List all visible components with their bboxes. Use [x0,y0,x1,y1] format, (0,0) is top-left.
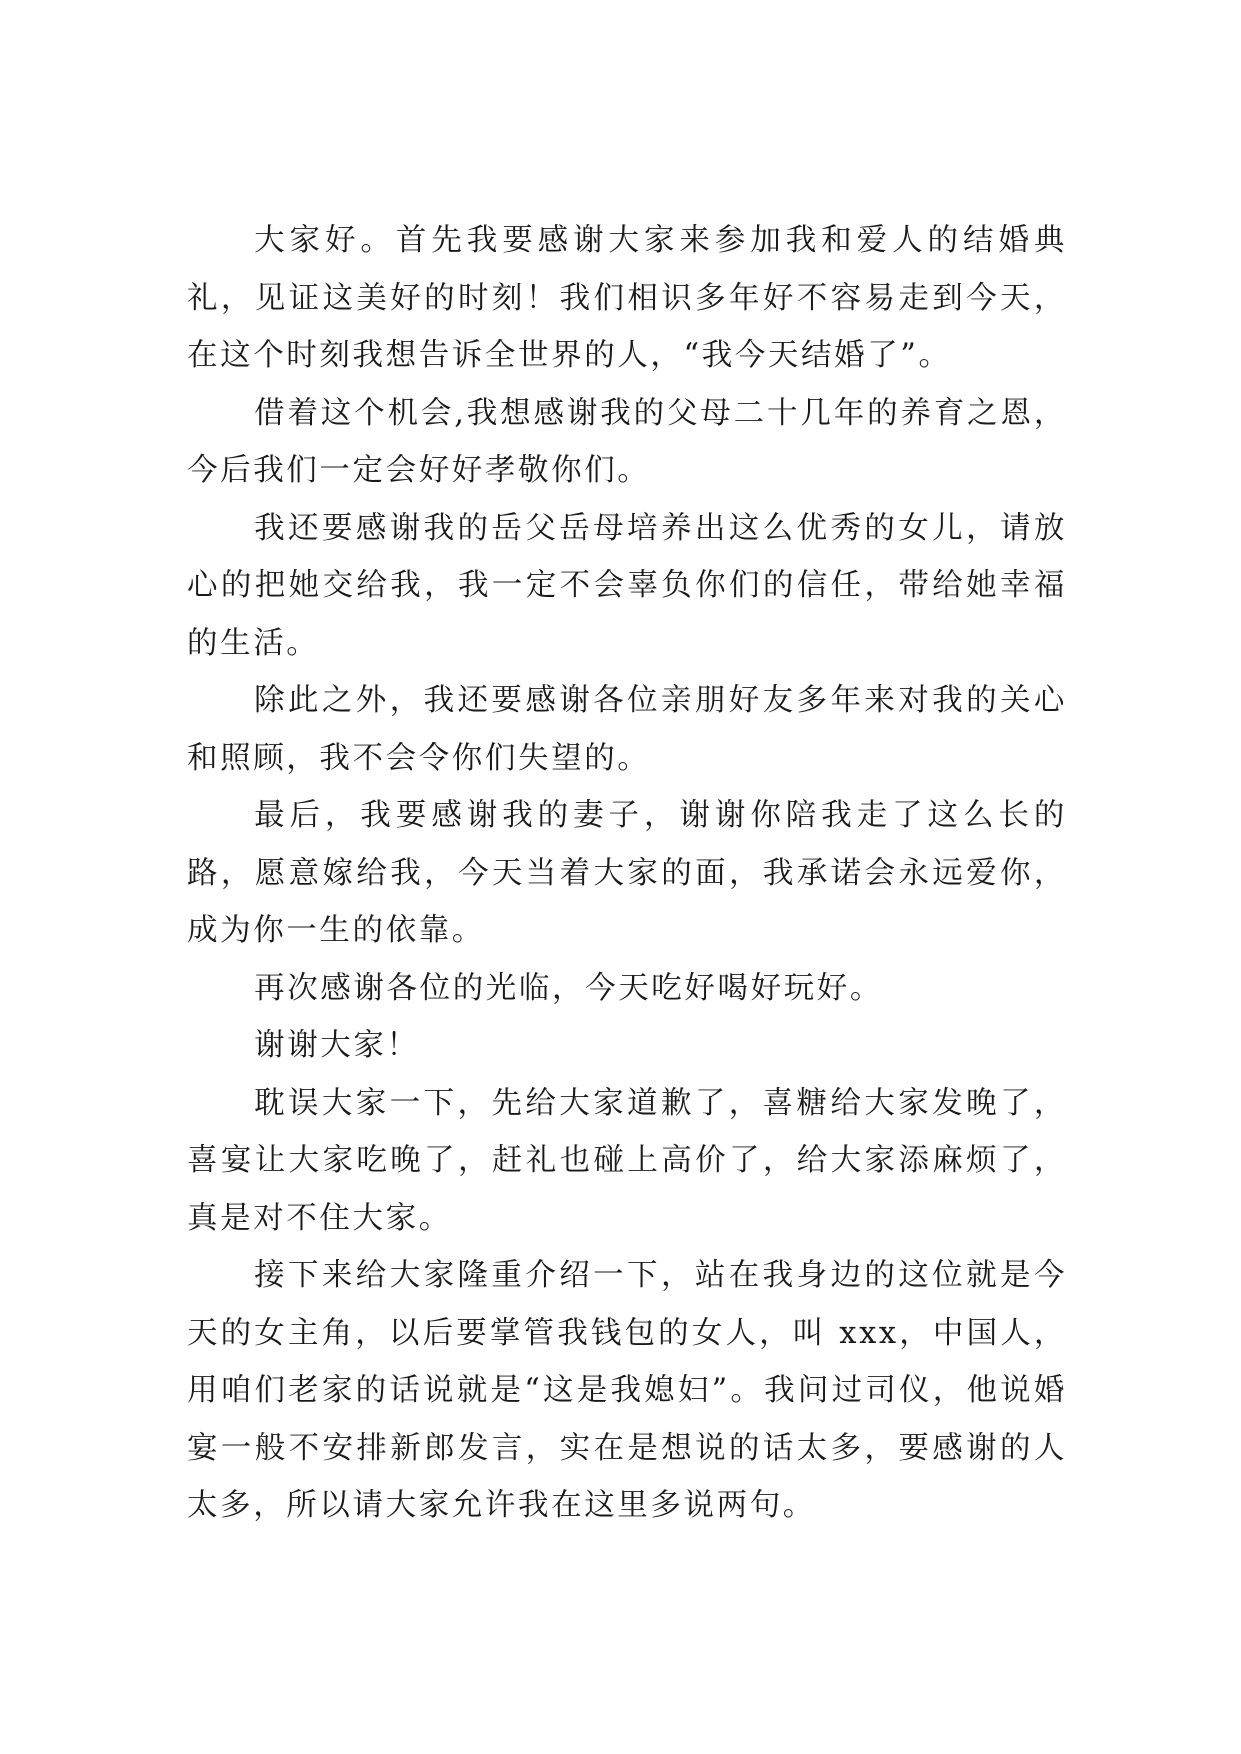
paragraph: 大家好。首先我要感谢大家来参加我和爱人的结婚典礼，见证这美好的时刻！我们相识多年好不容易走到今天，在这个时刻我想告诉全世界的人，“我今天结婚了”。 [187,223,1067,373]
paragraph: 再次感谢各位的光临，今天吃好喝好玩好。 [254,970,883,1006]
document-body [187,212,1067,1535]
paragraph: 最后，我要感谢我的妻子，谢谢你陪我走了这么长的路，愿意嫁给我，今天当着大家的面，我承诺会永远爱你，成为你一生的依靠。 [187,798,1067,948]
paragraph: 耽误大家一下，先给大家道歉了，喜糖给大家发晚了，喜宴让大家吃晚了，赶礼也碰上高价了，给大家添麻烦了，真是对不住大家。 [187,1085,1067,1236]
paragraph: 谢谢大家！ [254,1028,420,1063]
paragraph: 接下来给大家隆重介绍一下，站在我身边的这位就是今天的女主角，以后要掌管我钱包的女人，叫 xxx，中国人，用咱们老家的话说就是“这是我媳妇”。我问过司仪，他说婚宴一般不安排新郎发言，实在是想说的话太多，要感谢的人太多，所以请大家允许我在这里多说两句。 [187,1258,1067,1523]
paragraph: 借着这个机会,我想感谢我的父母二十几年的养育之恩，今后我们一定会好好孝敬你们。 [187,395,1067,488]
paragraph: 我还要感谢我的岳父岳母培养出这么优秀的女儿，请放心的把她交给我，我一定不会辜负你们的信任，带给她幸福的生活。 [187,510,1067,661]
paragraph: 除此之外，我还要感谢各位亲朋好友多年来对我的关心和照顾，我不会令你们失望的。 [187,683,1067,776]
